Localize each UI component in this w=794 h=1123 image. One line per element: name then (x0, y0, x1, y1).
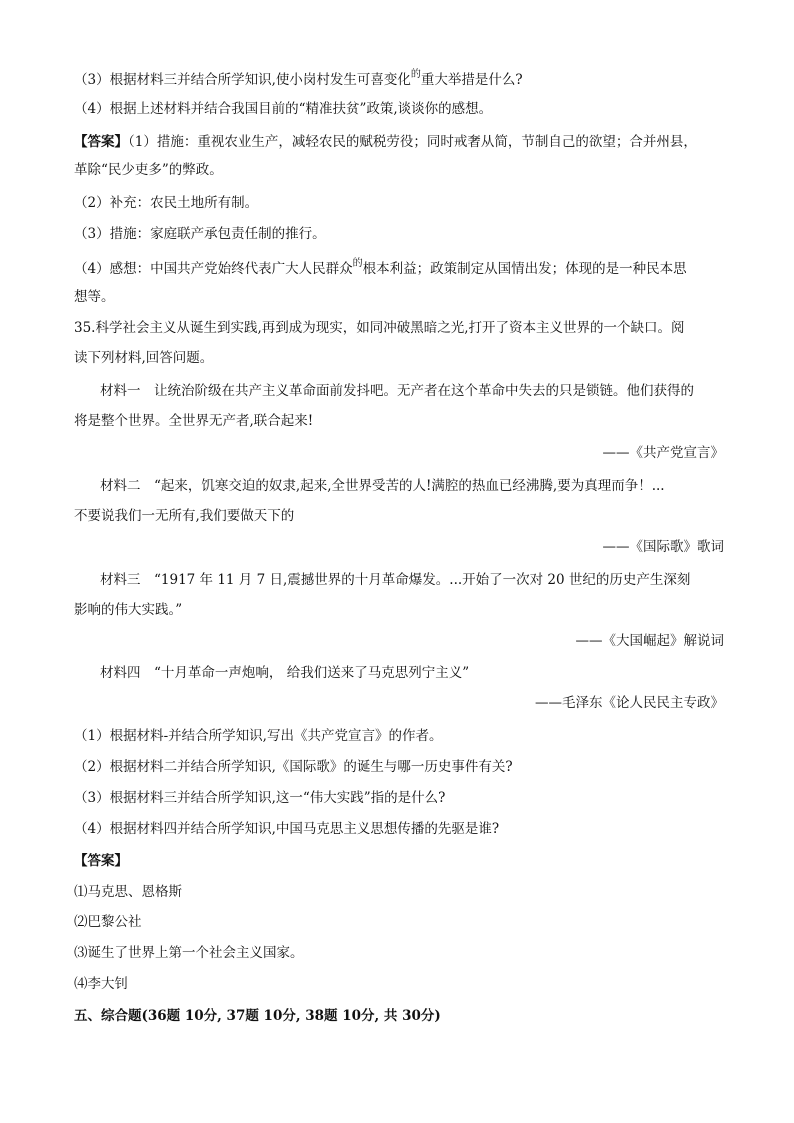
answer-heading: 【答案】 (74, 134, 128, 150)
question-text: （3）根据材料三并结合所学知识,使小岗村发生可喜变化 (74, 72, 411, 88)
material-1-citation: ——《共产党宣言》 (602, 445, 724, 461)
material-4-citation: ——毛泽东《论人民民主专政》 (535, 695, 724, 711)
answer-heading: 【答案】 (74, 853, 128, 869)
material-3-line-2: 影响的伟大实践。” (74, 602, 183, 618)
question-1: （1）根据材料-并结合所学知识,写出《共产党宣言》的作者。 (74, 728, 443, 744)
material-1-line-2: 将是整个世界。全世界无产者,联合起来! (74, 413, 314, 429)
material-3-citation: ——《大国崛起》解说词 (575, 633, 724, 649)
section-5-heading: 五、综合题(36题 10分, 37题 10分, 38题 10分, 共 30分) (74, 1008, 441, 1024)
material-4-line-1: 材料四 “十月革命一声炮响， 给我们送来了马克思列宁主义” (100, 665, 470, 681)
answer-text: （1）措施：重视农业生产，减轻农民的赋税劳役；同时戒奢从简，节制自己的欲望；合并州县， (128, 134, 697, 150)
superscript-text: 的 (352, 258, 363, 269)
answer-previous-line-1 (74, 132, 697, 152)
answer-text-tail: 根本利益；政策制定从国情出发；体现的是一种民本思 (362, 261, 687, 277)
answer-previous-line-4 (74, 259, 687, 281)
material-2-line-1: 材料二 “起来，饥寒交迫的奴隶,起来,全世界受苦的人!满腔的热血已经沸腾,要为真理而争！... (100, 478, 665, 494)
question-35-intro-2: 读下列材料,回答问题。 (74, 350, 214, 366)
question-2: （2）根据材料二并结合所学知识,《国际歌》的诞生与哪一历史事件有关? (74, 759, 513, 775)
question-4-previous: （4）根据上述材料并结合我国目前的“精准扶贫”政策,谈谈你的感想。 (74, 101, 493, 117)
material-2-line-2: 不要说我们一无所有,我们要做天下的 (74, 508, 295, 524)
question-35-intro: 35.科学社会主义从诞生到实践,再到成为现实，如同冲破黑暗之光,打开了资本主义世界的一个缺口。阅 (74, 320, 685, 336)
material-3-line-1: 材料三 “1917 年 11 月 7 日,震撼世界的十月革命爆发。...开始了一次对 20 世纪的历史产生深刻 (100, 572, 691, 588)
answer-previous-line-4c: 想等。 (74, 289, 115, 305)
answer-1: ⑴马克思、恩格斯 (74, 884, 182, 900)
answer-3: ⑶诞生了世界上第一个社会主义国家。 (74, 945, 304, 961)
question-3: （3）根据材料三并结合所学知识,这一“伟大实践”指的是什么? (74, 790, 446, 806)
question-3-previous (74, 70, 523, 92)
question-text-tail: 重大举措是什么? (420, 72, 523, 88)
answer-4: ⑷李大钊 (74, 976, 128, 992)
answer-previous-line-1b: 革除“民少吏多”的弊政。 (74, 162, 223, 178)
superscript-text: 的 (410, 69, 421, 80)
answer-2: ⑵巴黎公社 (74, 914, 142, 930)
answer-text: （4）感想：中国共产党始终代表广大人民群众 (74, 261, 353, 277)
question-4: （4）根据材料四并结合所学知识,中国马克思主义思想传播的先驱是谁? (74, 821, 500, 837)
material-2-citation: ——《国际歌》歌词 (602, 539, 724, 555)
answer-previous-line-3: （3）措施：家庭联产承包责任制的推行。 (74, 226, 326, 242)
material-1-line-1: 材料一 让统治阶级在共产主义革命面前发抖吧。无产者在这个革命中失去的只是锁链。他们获得的 (100, 383, 694, 399)
answer-previous-line-2: （2）补充：农民土地所有制。 (74, 195, 259, 211)
